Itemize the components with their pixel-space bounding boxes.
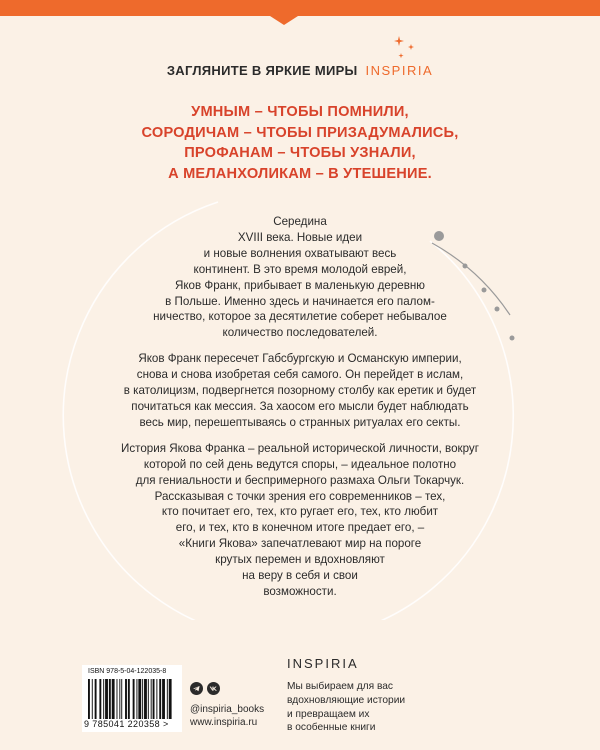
barcode-bar [103, 679, 104, 719]
brand-lead-text: ЗАГЛЯНИТЕ В ЯРКИЕ МИРЫ [166, 63, 358, 78]
description-line: весь мир, перешептываясь о странных ритуалах его секты. [139, 415, 461, 429]
barcode-bar [133, 679, 135, 719]
description-line: XVIII века. Новые идеи [237, 230, 363, 244]
epigraph-line: ПРОФАНАМ – ЧТОБЫ УЗНАЛИ, [184, 145, 416, 161]
barcode-bar [144, 679, 147, 719]
description-line: в Польше. Именно здесь и начинается его палом- [165, 294, 435, 308]
barcode-bar [88, 679, 90, 719]
barcode-bar [156, 679, 157, 719]
barcode-bar [95, 679, 97, 719]
description-line: на веру в себя и свои [242, 569, 358, 583]
barcode-block [82, 665, 182, 732]
barcode-bar [138, 679, 141, 719]
description-line: Яков Франк пересечет Габсбургскую и Османскую империи, [138, 352, 462, 366]
barcode-bar [128, 679, 130, 719]
description-line: «Книги Якова» запечатлевают мир на пороге [178, 537, 422, 551]
description-line: История Якова Франка – реальной исторической личности, вокруг [121, 441, 479, 455]
description-paragraph [0, 441, 600, 600]
epigraph-line: СОРОДИЧАМ – ЧТОБЫ ПРИЗАДУМАЛИСЬ, [141, 124, 459, 141]
description-line: ничество, которое за десятилетие соберет небывалое [153, 310, 447, 324]
description-paragraph [0, 214, 600, 341]
barcode-bar [142, 679, 143, 719]
barcode-bar [153, 679, 155, 719]
barcode-bar [162, 679, 165, 719]
imprint-area [82, 656, 518, 740]
mission-line: в особенные книги [287, 722, 376, 734]
description-line: Середина [273, 215, 327, 228]
barcode-image [88, 679, 176, 719]
description-line: для гениальности и беспримерного размаха Ольги Токарчук. [135, 473, 465, 487]
telegram-icon[interactable] [190, 682, 203, 695]
publisher-logo: INSPIRIA [287, 656, 359, 671]
description-paragraph [0, 351, 600, 431]
description-line: его, и тех, кто в конечном итоге предает его, – [175, 521, 425, 535]
barcode-bar [109, 679, 111, 719]
barcode-bar [167, 679, 168, 719]
description-line: снова и снова изобретая себя самого. Он перейдет в ислам, [136, 368, 464, 382]
top-notch [270, 16, 298, 25]
sparkles-icon [393, 36, 417, 62]
description-line: и новые волнения охватывают весь [203, 246, 397, 260]
ean-digits: 9 785041 220358 > [84, 719, 169, 729]
vk-icon[interactable] [207, 682, 220, 695]
description-line: которой по сей день ведутся споры, – идеальное полотно [143, 457, 457, 471]
barcode-bar [119, 679, 120, 719]
description-line: Яков Франк, прибывает в маленькую деревню [174, 278, 425, 292]
publisher-mission [287, 680, 405, 735]
brand-tagline [0, 63, 600, 78]
barcode-bar [121, 679, 122, 719]
social-handle[interactable]: @inspiria_books [190, 704, 265, 715]
epigraph-line: А МЕЛАНХОЛИКАМ – В УТЕШЕНИЕ. [168, 165, 432, 182]
barcode-bar [112, 679, 115, 719]
book-description [0, 214, 600, 610]
barcode-bar [117, 679, 118, 719]
epigraph [0, 102, 600, 184]
description-line: континент. В это время молодой еврей, [193, 262, 407, 276]
brand-logo-text: INSPIRIA [365, 63, 434, 78]
barcode-bar [136, 679, 137, 719]
description-line: крутых перемен и вдохновляют [215, 553, 385, 567]
description-line: кто почитает его, тех, кто ругает его, тех, кто любит [161, 505, 439, 519]
barcode-bar [125, 679, 127, 719]
barcode-bar [99, 679, 101, 719]
mission-line: Мы выбираем для вас [287, 681, 394, 692]
barcode-bar [169, 679, 172, 719]
description-line: количество последователей. [222, 326, 378, 340]
description-line: возможности. [263, 584, 337, 598]
isbn-text: ISBN 978-5-04-122035-8 [88, 668, 167, 675]
epigraph-line: УМНЫМ – ЧТОБЫ ПОМНИЛИ, [191, 104, 409, 120]
description-line: почитаться как мессия. За хаосом его мысли будет наблюдать [131, 399, 469, 413]
top-color-band [0, 0, 600, 16]
barcode-bar [92, 679, 93, 719]
mission-line: вдохновляющие истории [287, 694, 406, 706]
mission-line: и превращаем их [287, 708, 370, 720]
barcode-bar [105, 679, 108, 719]
barcode-bar [148, 679, 149, 719]
website-link[interactable]: www.inspiria.ru [190, 717, 258, 728]
barcode-bar [151, 679, 152, 719]
description-line: Рассказывая с точки зрения его современников – тех, [154, 489, 446, 503]
barcode-bar [159, 679, 161, 719]
description-line: в католицизм, подвергнется позорному столбу как еретик и будет [123, 384, 477, 398]
